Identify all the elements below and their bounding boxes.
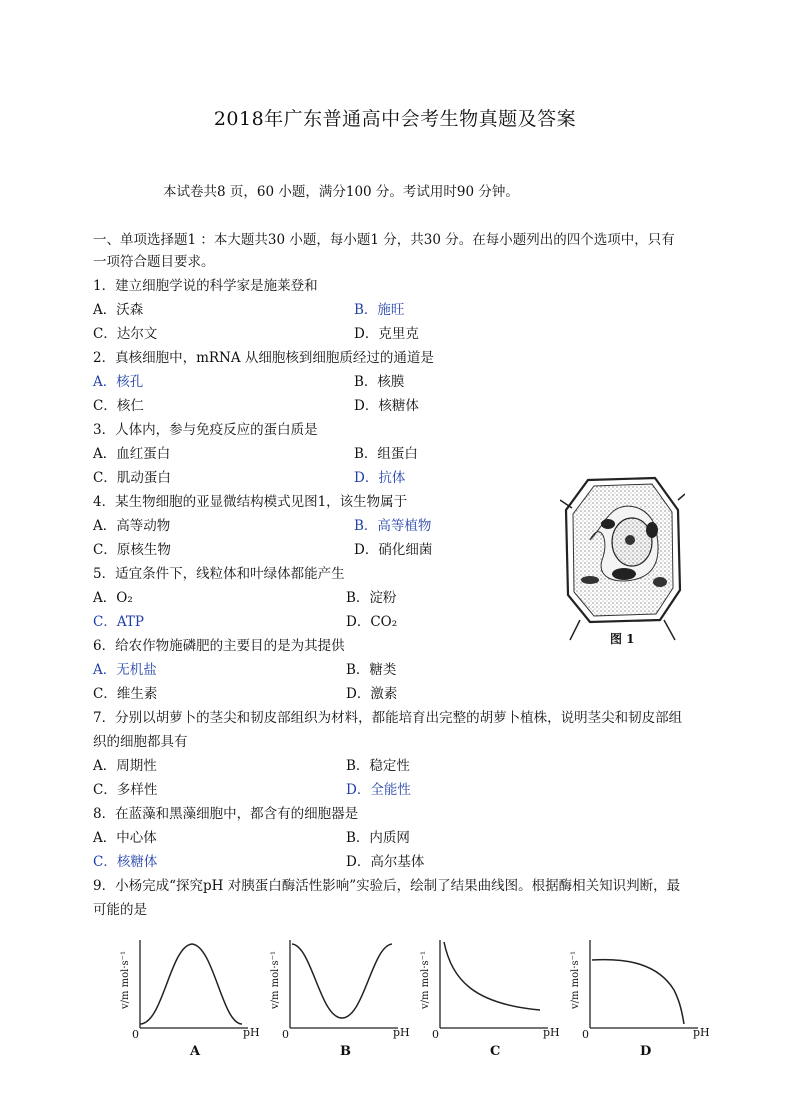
- graph-d-axes: [568, 930, 708, 1060]
- question-stem-cont: 可能的是: [93, 902, 147, 918]
- ph-graphs: [118, 930, 718, 1060]
- option-d: D．硝化细菌: [354, 542, 433, 558]
- exam-intro: 本试卷共8 页，60 小题，满分100 分。考试用时90 分钟。: [163, 184, 519, 200]
- option-c: C．核仁: [93, 398, 144, 414]
- option-a-answer: A．无机盐: [93, 662, 157, 678]
- option-c: C．维生素: [93, 686, 158, 702]
- graph-a: [118, 930, 258, 1060]
- question-stem: 7．分别以胡萝卜的茎尖和韧皮部组织为材料，都能培育出完整的胡萝卜植株，说明茎尖和韧皮部组: [93, 710, 683, 726]
- graph-a-axes: [118, 930, 258, 1060]
- graph-letter: B: [340, 1044, 351, 1059]
- option-b: B．内质网: [346, 830, 410, 846]
- option-a: A．高等动物: [93, 518, 171, 534]
- graph-letter: A: [190, 1044, 201, 1059]
- graph-c-axes: [418, 930, 558, 1060]
- option-d: D．高尔基体: [346, 854, 425, 870]
- option-b: B．组蛋白: [354, 446, 418, 462]
- origin-label: 0: [582, 1028, 589, 1041]
- graph-letter: C: [490, 1044, 501, 1059]
- option-c-answer: C．核糖体: [93, 854, 158, 870]
- graph-b-axes: [268, 930, 408, 1060]
- x-axis-label: pH: [543, 1026, 560, 1039]
- option-a-answer: A．核孔: [93, 374, 144, 390]
- question-stem: 6．给农作物施磷肥的主要目的是为其提供: [93, 638, 345, 654]
- option-b: B．核膜: [354, 374, 405, 390]
- option-d-answer: D．抗体: [354, 470, 406, 486]
- graph-c: [418, 930, 558, 1060]
- graph-letter: D: [640, 1044, 652, 1059]
- option-c-answer: C．ATP: [93, 614, 144, 630]
- x-axis-label: pH: [693, 1026, 710, 1039]
- y-axis-label: v/m mol·s⁻¹: [420, 951, 431, 1009]
- graph-b: [268, 930, 408, 1060]
- option-b: B．淀粉: [346, 590, 397, 606]
- y-axis-label: v/m mol·s⁻¹: [120, 951, 131, 1009]
- origin-label: 0: [282, 1028, 289, 1041]
- option-b: B．糖类: [346, 662, 397, 678]
- option-c: C．多样性: [93, 782, 158, 798]
- option-a: A．中心体: [93, 830, 157, 846]
- origin-label: 0: [432, 1028, 439, 1041]
- option-d: D．克里克: [354, 326, 419, 342]
- question-stem: 5．适宜条件下，线粒体和叶绿体都能产生: [93, 566, 345, 582]
- option-a: A．周期性: [93, 758, 157, 774]
- plant-cell-figure: [560, 470, 685, 645]
- option-d: D．CO₂: [346, 614, 398, 630]
- x-axis-label: pH: [393, 1026, 410, 1039]
- section-header-line2: 一项符合题目要求。: [93, 254, 215, 270]
- option-d: D．核糖体: [354, 398, 419, 414]
- question-stem: 2．真核细胞中，mRNA 从细胞核到细胞质经过的通道是: [93, 350, 434, 366]
- y-axis-label: v/m mol·s⁻¹: [270, 951, 281, 1009]
- option-b-answer: B．高等植物: [354, 518, 432, 534]
- option-b-answer: B．施旺: [354, 302, 405, 318]
- option-b: B．稳定性: [346, 758, 410, 774]
- x-axis-label: pH: [243, 1026, 260, 1039]
- graph-d: [568, 930, 708, 1060]
- option-d: D．激素: [346, 686, 398, 702]
- origin-label: 0: [132, 1028, 139, 1041]
- option-c: C．肌动蛋白: [93, 470, 171, 486]
- page-title: 2018年广东普通高中会考生物真题及答案: [213, 108, 577, 130]
- question-stem: 8．在蓝藻和黑藻细胞中，都含有的细胞器是: [93, 806, 359, 822]
- y-axis-label: v/m mol·s⁻¹: [570, 951, 581, 1009]
- option-c: C．达尔文: [93, 326, 158, 342]
- section-header-line1: 一、单项选择题1 ：本大题共30 小题，每小题1 分，共30 分。在每小题列出的四个选项中，只有: [93, 232, 675, 248]
- option-a: A．血红蛋白: [93, 446, 171, 462]
- option-a: A．O₂: [93, 590, 133, 606]
- question-stem: 3．人体内，参与免疫反应的蛋白质是: [93, 422, 318, 438]
- figure1-caption: 图 1: [610, 632, 635, 646]
- option-c: C．原核生物: [93, 542, 171, 558]
- option-d-answer: D．全能性: [346, 782, 411, 798]
- question-stem: 4．某生物细胞的亚显微结构模式见图1，该生物属于: [93, 494, 408, 510]
- question-stem: 1．建立细胞学说的科学家是施莱登和: [93, 278, 318, 294]
- question-stem: 9．小杨完成“探究pH 对胰蛋白酶活性影响”实验后，绘制了结果曲线图。根据酶相关知识判断，最: [93, 878, 681, 894]
- question-stem-cont: 织的细胞都具有: [93, 734, 188, 750]
- option-a: A．沃森: [93, 302, 144, 318]
